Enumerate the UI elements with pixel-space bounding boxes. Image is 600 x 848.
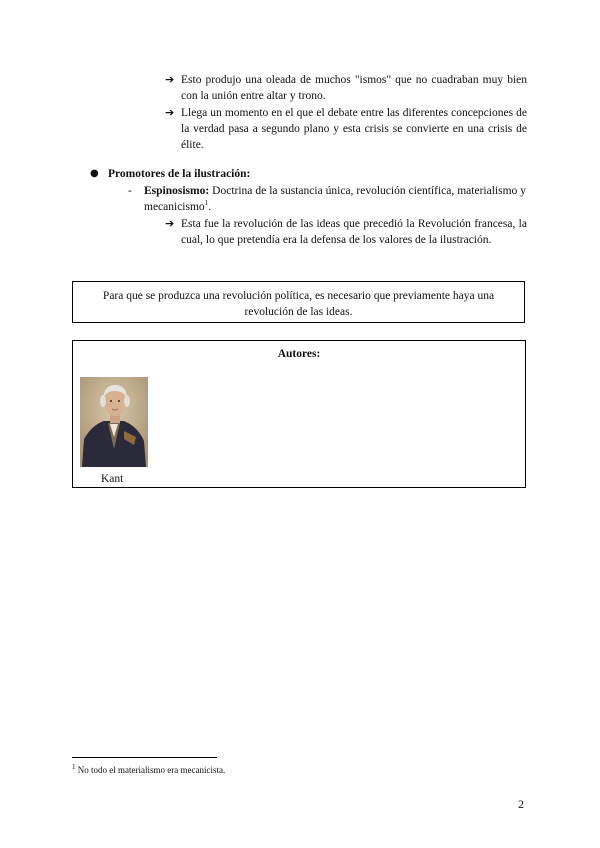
bullet-item (90, 166, 250, 182)
period: . (208, 201, 212, 213)
arrow-item (165, 105, 527, 153)
arrow-right-icon: ➔ (165, 106, 175, 119)
dash-item-text (144, 183, 526, 215)
quote-box (72, 281, 525, 323)
arrow-right-icon: ➔ (165, 73, 175, 86)
arrow-item-text: Esta fue la revolución de las ideas que precedió la Revolución francesa, la cual, lo que pretendía era la defensa de los valores de la ilustración. (181, 218, 527, 246)
footnote-reference[interactable]: 1 (204, 199, 209, 208)
quote-text: Para que se produzca una revolución política, es necesario que previamente haya una revolución de las ideas. (102, 290, 495, 318)
arrow-item (165, 72, 527, 104)
authors-title: Autores: (277, 348, 321, 360)
portrait-caption: Kant (101, 473, 124, 485)
section-heading: Promotores de la ilustración: (108, 168, 251, 180)
footnote-marker: 1 (72, 763, 76, 771)
footnote (72, 764, 225, 776)
kant-portrait-image (80, 377, 148, 467)
definition: Doctrina de la sustancia única, revolución científica, materialismo y mecanicismo (144, 185, 526, 213)
arrow-right-icon: ➔ (165, 217, 175, 230)
arrow-item (165, 216, 527, 248)
authors-box (72, 340, 526, 488)
bullet-icon: ● (90, 168, 99, 179)
dash-icon: - (128, 185, 132, 197)
arrow-item-text: Esto produjo una oleada de muchos "ismos" que no cuadraban muy bien con la unión entre altar y trono. (181, 74, 527, 102)
term: Espinosismo: (144, 185, 210, 197)
arrow-item-text: Llega un momento en el que el debate entre las diferentes concepciones de la verdad pasa a segundo plano y esta crisis se convierte en una crisis de élite. (181, 107, 527, 151)
footnote-divider (72, 757, 217, 758)
dash-item (128, 183, 526, 215)
footnote-text: No todo el materialismo era mecanicista. (75, 765, 226, 775)
page-number: 2 (518, 797, 524, 811)
